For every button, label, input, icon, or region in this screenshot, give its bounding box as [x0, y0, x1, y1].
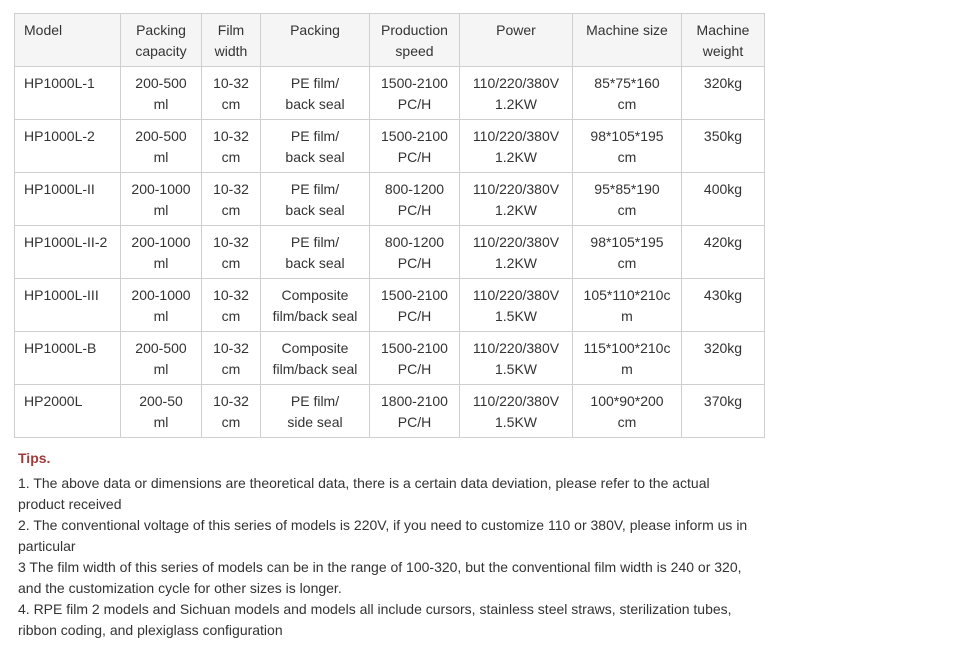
- cell-model: HP1000L-III: [15, 279, 121, 332]
- cell-packing: PE film/ back seal: [261, 226, 370, 279]
- tip-note: 3 The film width of this series of models can be in the range of 100-320, but the conventional film width is 240 or 320, and the customization cycle for other sizes is longer.: [18, 559, 742, 596]
- cell-power: 110/220/380V 1.5KW: [460, 385, 573, 438]
- cell-machine-size: 105*110*210c m: [573, 279, 682, 332]
- cell-model: HP2000L: [15, 385, 121, 438]
- cell-packing: Composite film/back seal: [261, 279, 370, 332]
- cell-machine-size: 85*75*160 cm: [573, 67, 682, 120]
- cell-machine-size: 115*100*210c m: [573, 332, 682, 385]
- cell-machine-weight: 320kg: [682, 67, 765, 120]
- cell-production-speed: 1500-2100 PC/H: [370, 279, 460, 332]
- cell-packing: PE film/ back seal: [261, 173, 370, 226]
- header-machine-weight: Machine weight: [682, 14, 765, 67]
- cell-machine-weight: 430kg: [682, 279, 765, 332]
- cell-packing-capacity: 200-1000 ml: [121, 173, 202, 226]
- cell-power: 110/220/380V 1.2KW: [460, 120, 573, 173]
- cell-packing-capacity: 200-500 ml: [121, 332, 202, 385]
- cell-model: HP1000L-1: [15, 67, 121, 120]
- cell-machine-weight: 420kg: [682, 226, 765, 279]
- cell-power: 110/220/380V 1.2KW: [460, 173, 573, 226]
- header-machine-size: Machine size: [573, 14, 682, 67]
- header-film-width: Film width: [202, 14, 261, 67]
- cell-film-width: 10-32 cm: [202, 67, 261, 120]
- cell-model: HP1000L-II: [15, 173, 121, 226]
- cell-film-width: 10-32 cm: [202, 120, 261, 173]
- cell-production-speed: 1500-2100 PC/H: [370, 332, 460, 385]
- header-packing: Packing: [261, 14, 370, 67]
- tip-note: 4. RPE film 2 models and Sichuan models and models all include cursors, stainless steel straws, sterilization tubes, ribbon coding, and plexiglass configuration: [18, 601, 732, 638]
- cell-machine-size: 95*85*190 cm: [573, 173, 682, 226]
- cell-power: 110/220/380V 1.5KW: [460, 279, 573, 332]
- cell-production-speed: 1500-2100 PC/H: [370, 67, 460, 120]
- table-header-row: [15, 14, 765, 67]
- cell-packing-capacity: 200-50 ml: [121, 385, 202, 438]
- cell-packing: PE film/ side seal: [261, 385, 370, 438]
- header-model: Model: [15, 14, 121, 67]
- tip-note: 2. The conventional voltage of this series of models is 220V, if you need to customize 110 or 380V, please inform us in particular: [18, 517, 748, 554]
- header-packing-capacity: Packing capacity: [121, 14, 202, 67]
- tips-title: Tips.: [18, 450, 51, 466]
- cell-machine-size: 98*105*195 cm: [573, 120, 682, 173]
- cell-power: 110/220/380V 1.5KW: [460, 332, 573, 385]
- tips-section: [18, 448, 758, 641]
- cell-film-width: 10-32 cm: [202, 173, 261, 226]
- table-row: [15, 279, 765, 332]
- cell-machine-weight: 370kg: [682, 385, 765, 438]
- spec-table-container: [14, 13, 774, 438]
- header-production-speed: Production speed: [370, 14, 460, 67]
- cell-film-width: 10-32 cm: [202, 385, 261, 438]
- table-row: [15, 120, 765, 173]
- cell-machine-size: 98*105*195 cm: [573, 226, 682, 279]
- cell-model: HP1000L-B: [15, 332, 121, 385]
- cell-film-width: 10-32 cm: [202, 226, 261, 279]
- table-row: [15, 332, 765, 385]
- spec-table: [14, 13, 765, 438]
- cell-packing: PE film/ back seal: [261, 67, 370, 120]
- tip-note: 1. The above data or dimensions are theoretical data, there is a certain data deviation, please refer to the actual product received: [18, 475, 710, 512]
- cell-packing-capacity: 200-1000 ml: [121, 279, 202, 332]
- cell-film-width: 10-32 cm: [202, 332, 261, 385]
- cell-power: 110/220/380V 1.2KW: [460, 226, 573, 279]
- cell-production-speed: 1800-2100 PC/H: [370, 385, 460, 438]
- cell-production-speed: 800-1200 PC/H: [370, 173, 460, 226]
- cell-machine-weight: 400kg: [682, 173, 765, 226]
- cell-machine-weight: 320kg: [682, 332, 765, 385]
- table-row: [15, 385, 765, 438]
- cell-model: HP1000L-II-2: [15, 226, 121, 279]
- cell-production-speed: 800-1200 PC/H: [370, 226, 460, 279]
- cell-film-width: 10-32 cm: [202, 279, 261, 332]
- table-row: [15, 67, 765, 120]
- cell-packing: PE film/ back seal: [261, 120, 370, 173]
- table-row: [15, 226, 765, 279]
- cell-machine-weight: 350kg: [682, 120, 765, 173]
- cell-power: 110/220/380V 1.2KW: [460, 67, 573, 120]
- table-row: [15, 173, 765, 226]
- cell-model: HP1000L-2: [15, 120, 121, 173]
- cell-packing-capacity: 200-500 ml: [121, 67, 202, 120]
- cell-machine-size: 100*90*200 cm: [573, 385, 682, 438]
- cell-packing-capacity: 200-1000 ml: [121, 226, 202, 279]
- cell-packing: Composite film/back seal: [261, 332, 370, 385]
- cell-packing-capacity: 200-500 ml: [121, 120, 202, 173]
- cell-production-speed: 1500-2100 PC/H: [370, 120, 460, 173]
- header-power: Power: [460, 14, 573, 67]
